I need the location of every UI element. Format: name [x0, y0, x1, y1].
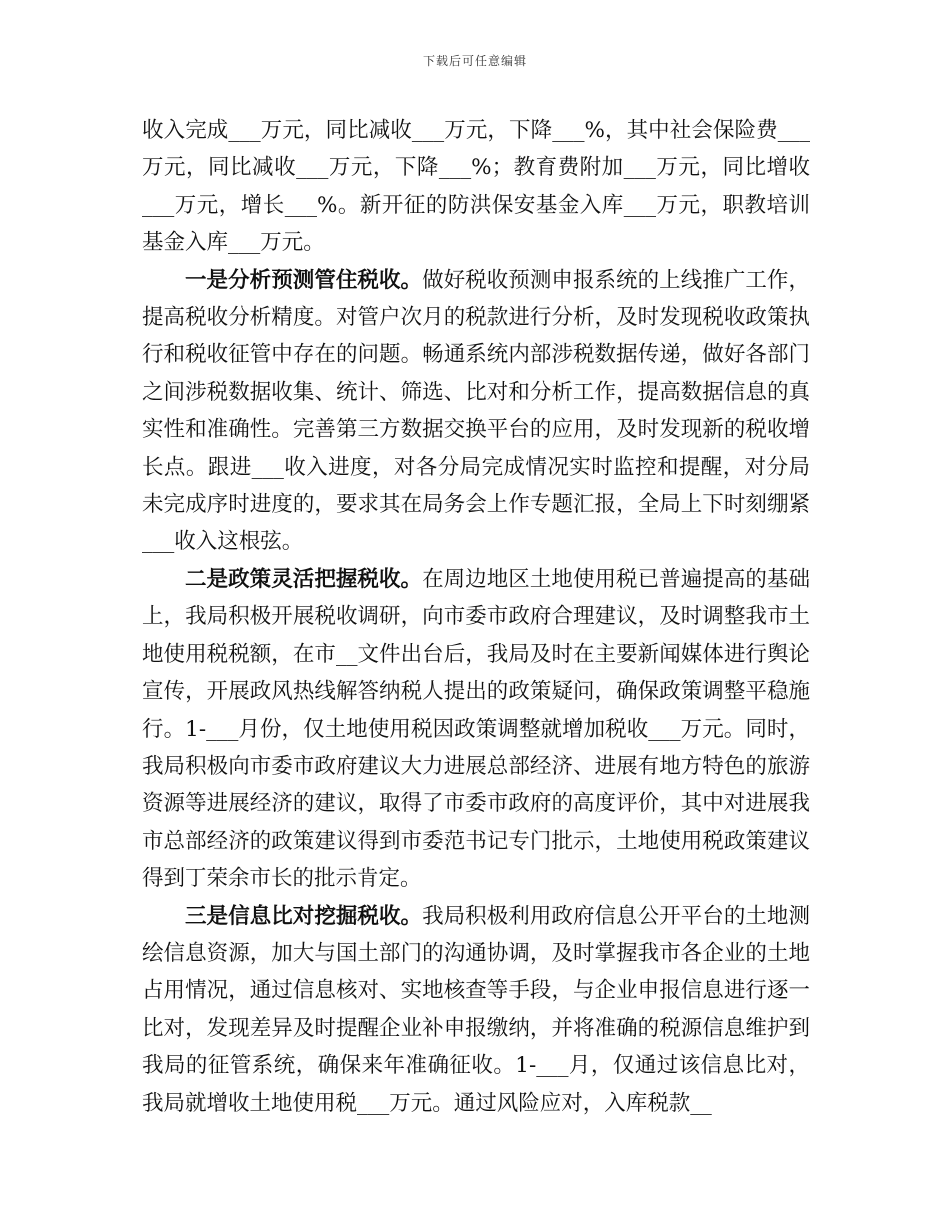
paragraph-policy-flexible	[142, 561, 810, 898]
paragraph-policy-flexible-lead: 二是政策灵活把握税收。	[185, 566, 423, 592]
paragraph-info-comparison	[142, 898, 810, 1122]
page-header: 下载后可任意编辑	[422, 54, 527, 68]
paragraph-intro	[142, 112, 810, 262]
document-body	[142, 112, 810, 1122]
paragraph-policy-flexible-body: 在周边地区土地使用税已普遍提高的基础上，我局积极开展税收调研，向市委市政府合理建议，及时调整我市土地使用税税额，在市__文件出台后，我局及时在主要新闻媒体进行舆论宣传，开展政风热线解答纳税人提出的政策疑问，确保政策调整平稳施行。1-___月份，仅土地使用税因政策调整就增加税收___万元。同时，我局积极向市委市政府建议大力进展总部经济、进展有地方特色的旅游资源等进展经济的建议，取得了市委市政府的高度评价，其中对进展我市总部经济的政策建议得到市委范书记专门批示，土地使用税政策建议得到丁荣余市长的批示肯定。	[142, 566, 810, 892]
paragraph-analysis-forecast-body: 做好税收预测申报系统的上线推广工作，提高税收分析精度。对管户次月的税款进行分析，及时发现税收政策执行和税收征管中存在的问题。畅通系统内部涉税数据传递，做好各部门之间涉税数据收集、统计、筛选、比对和分析工作，提高数据信息的真实性和准确性。完善第三方数据交换平台的应用，及时发现新的税收增长点。跟进___收入进度，对各分局完成情况实时监控和提醒，对分局未完成序时进度的，要求其在局务会上作专题汇报，全局上下时刻绷紧___收入这根弦。	[142, 267, 810, 555]
paragraph-info-comparison-lead: 三是信息比对挖掘税收。	[185, 903, 423, 929]
paragraph-analysis-forecast-lead: 一是分析预测管住税收。	[185, 267, 423, 293]
paragraph-info-comparison-body: 我局积极利用政府信息公开平台的土地测绘信息资源，加大与国土部门的沟通协调，及时掌握我市各企业的土地占用情况，通过信息核对、实地核查等手段，与企业申报信息进行逐一比对，发现差异及时提醒企业补申报缴纳，并将准确的税源信息维护到我局的征管系统，确保来年准确征收。1-___月，仅通过该信息比对，我局就增收土地使用税___万元。通过风险应对，入库税款__	[142, 903, 810, 1116]
paragraph-intro-body: 收入完成___万元，同比减收___万元，下降___%，其中社会保险费___万元，同比减收___万元，下降___%；教育费附加___万元，同比增收___万元，增长___%。新开征的防洪保安基金入库___万元，职教培训基金入库___万元。	[142, 118, 810, 256]
paragraph-analysis-forecast	[142, 262, 810, 561]
